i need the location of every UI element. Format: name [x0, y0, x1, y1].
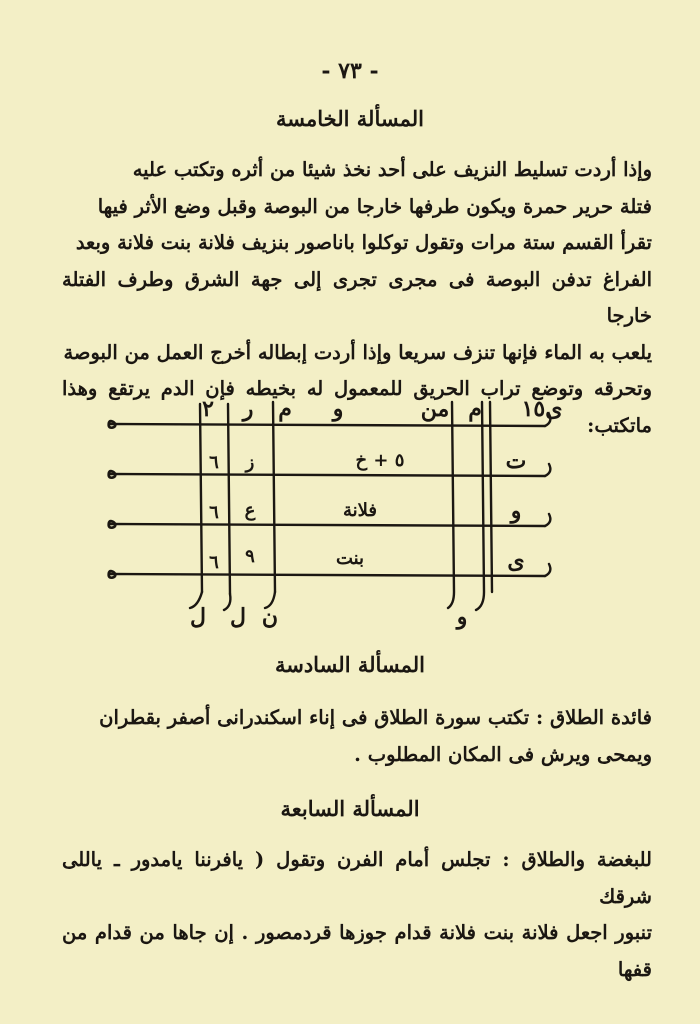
section-6-title: المسألة السادسة: [274, 652, 426, 677]
talisman-cell: ز: [245, 452, 255, 473]
talisman-top-letter: م: [468, 396, 482, 422]
talisman-column-line: [448, 402, 454, 608]
talisman-cell: ٦: [209, 502, 219, 523]
talisman-cell: ٥ + خ: [355, 450, 405, 471]
section-6-body: [62, 700, 652, 773]
talisman-top-letter: ى١٥: [521, 396, 563, 422]
talisman-table: [90, 392, 563, 630]
talisman-column-line: [228, 404, 230, 594]
section-5-line: وتحرقه وتوضع تراب الحريق للمعمول له بخيطه فإن الدم يرتقع وهذا ماتكتب:: [62, 377, 652, 437]
talisman-bottom-letter: ن: [261, 604, 279, 630]
section-6-line: ويمحى ويرش فى المكان المطلوب .: [354, 742, 652, 766]
talisman-rule: [110, 524, 545, 526]
talisman-top-letter: م: [278, 396, 292, 422]
talisman-row-letter: ى: [507, 548, 525, 574]
talisman-end-letter: ه: [106, 558, 118, 584]
talisman-end-letter: ه: [106, 408, 118, 434]
talisman-end-letter: ه: [106, 508, 118, 534]
talisman-bottom-letter: ل: [190, 604, 206, 630]
talisman-bottom-letter: ل: [230, 604, 246, 630]
section-7-title: المسألة السابعة: [280, 796, 420, 821]
section-5-line: تقرأ القسم ستة مرات وتقول توكلوا باناصور بنزيف فلانة بنت فلانة وبعد: [75, 231, 652, 254]
talisman-top-letter: ر: [242, 396, 254, 422]
talisman-top-letter: من: [420, 396, 450, 422]
talisman-cell: ٩: [245, 546, 255, 567]
talisman-row-letter: ت: [505, 448, 527, 474]
section-7-body: [62, 842, 652, 988]
talisman-column-line: [200, 404, 202, 592]
talisman-rule: [110, 474, 545, 476]
talisman-cell: فلانة: [342, 500, 378, 521]
talisman-top-letter: و: [332, 396, 344, 422]
section-5-line: وإذا أردت تسليط النزيف على أحد نخذ شيئا من أثره وتكتب عليه: [132, 158, 652, 181]
talisman-cell: ٦: [209, 552, 219, 573]
talisman-rule: [110, 424, 545, 426]
section-5-line: الفراغ تدفن البوصة فى مجرى تجرى إلى جهة الشرق وطرف الفتلة خارجا: [62, 267, 652, 327]
talisman-cell: ع: [244, 500, 256, 521]
section-7-line: للبغضة والطلاق : تجلس أمام الفرن وتقول ( يافرننا يامدور ـ ياللى شرقك: [62, 848, 652, 908]
page-number: - ٧٣ -: [321, 58, 379, 84]
section-5-line: فتلة حرير حمرة ويكون طرفها خارجا من البوصة وقبل وضع الأثر فيها: [97, 194, 652, 218]
talisman-column-line: [273, 402, 275, 592]
talisman-column-line: [490, 402, 492, 592]
talisman-row-letter: و: [510, 498, 522, 524]
section-7-line: تنبور اجعل فلانة بنت فلانة قدام جوزها قردمصور . إن جاها من قدام من قفها: [62, 921, 652, 981]
talisman-rule: [110, 574, 545, 576]
section-6-line: فائدة الطلاق : تكتب سورة الطلاق فى إناء اسكندرانى أصفر بقطران: [99, 706, 652, 729]
talisman-top-letter: ٢: [202, 396, 214, 422]
talisman-end-letter: ه: [106, 458, 118, 484]
talisman-column-line: [476, 402, 484, 610]
talisman-cell: ٦: [209, 452, 219, 473]
section-5-title: المسألة الخامسة: [276, 106, 424, 131]
talisman-drawing: [90, 392, 563, 630]
section-5-line: يلعب به الماء فإنها تنزف سريعا وإذا أردت إبطاله أخرج العمل من البوصة: [63, 340, 652, 364]
talisman-cell: بنت: [335, 548, 365, 569]
talisman-bottom-letter: و: [456, 604, 468, 630]
